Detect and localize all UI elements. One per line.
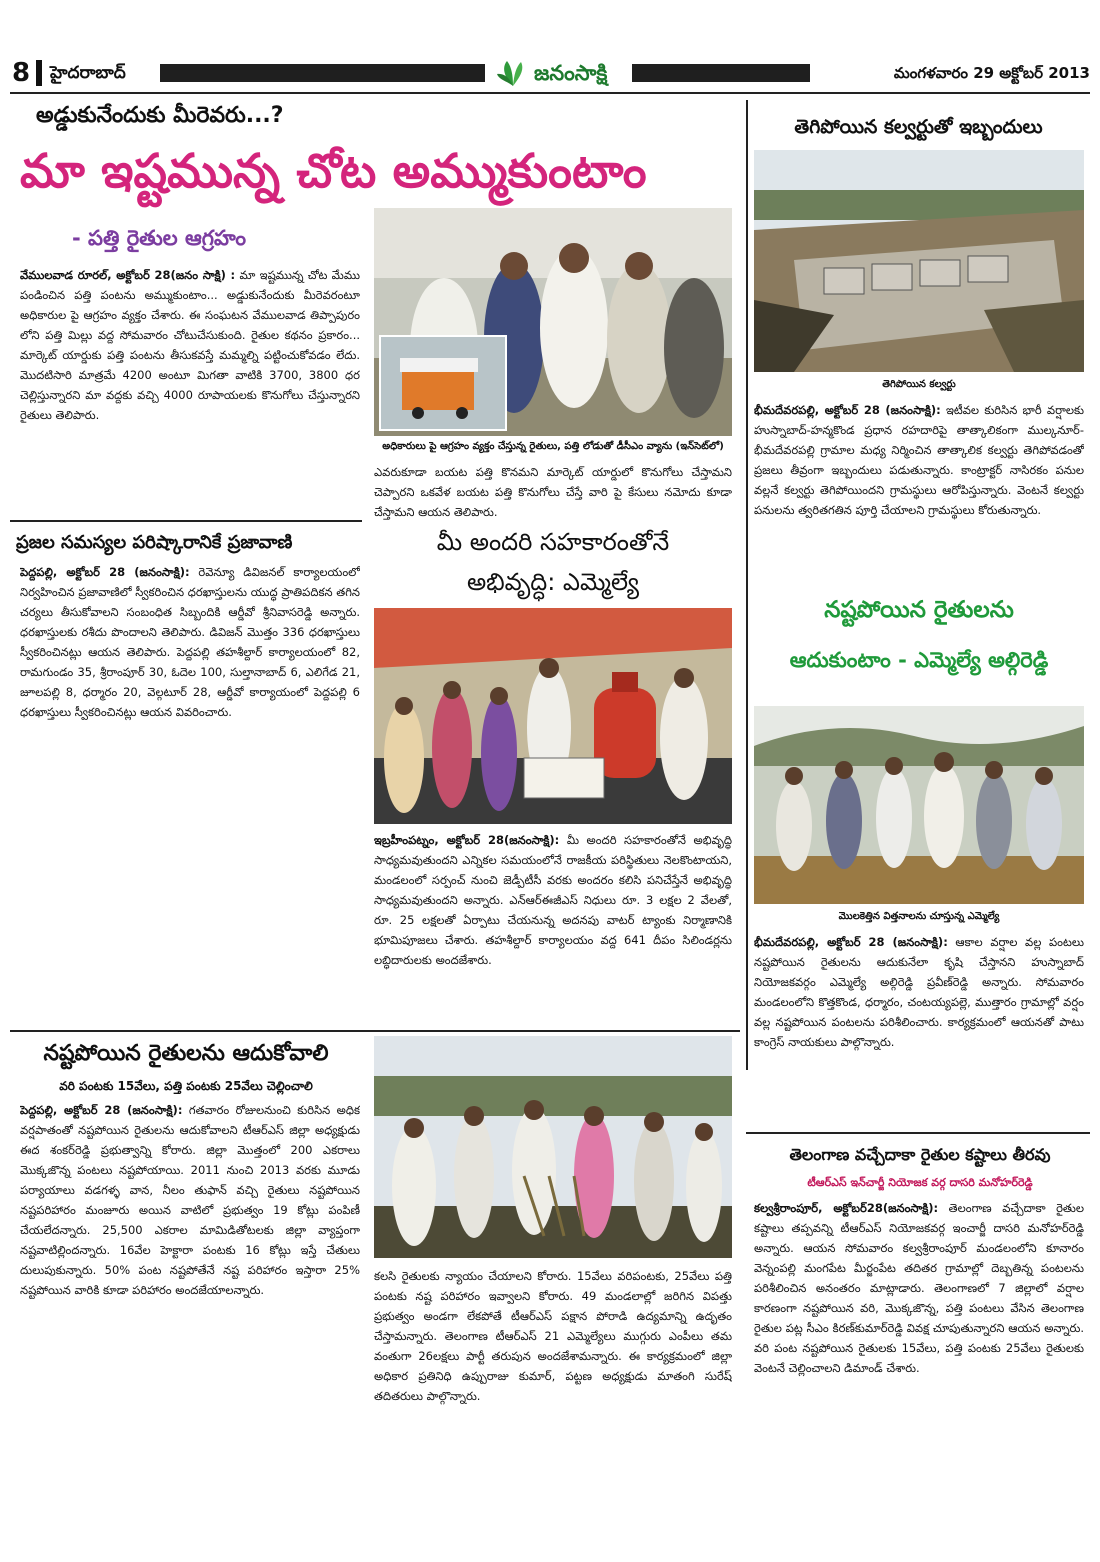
lead-dateline: వేములవాడ రూరల్, అక్టోబర్ 28(జనం సాక్షి) : <box>20 268 236 282</box>
compensation-photo <box>374 1036 732 1258</box>
lead-headline: మా ఇష్టమున్న చోట అమ్ముకుంటాం <box>20 144 647 199</box>
lead-photo <box>374 208 732 436</box>
prajavani-article <box>20 562 360 1022</box>
cooperation-article <box>374 830 732 1026</box>
cooperation-dateline: ఇబ్రహీంపట్నం, అక్టోబర్ 28(జనంసాక్షి): <box>374 833 560 847</box>
page-header <box>10 58 1090 88</box>
lead-photo-caption: అధికారులు పై ఆగ్రహం వ్యక్తం చేస్తున్న రైతులు, పత్తి లోడుతో డీసీఎం వ్యాను (ఇన్‌సెట్‌లో) <box>382 441 724 452</box>
lead-kicker: అడ్డుకునేందుకు మీరెవరు...? <box>36 103 284 128</box>
prajavani-headline: ప్రజల సమస్యల పరిష్కారానికే ప్రజావాణి <box>16 532 293 553</box>
page-number: 8 <box>12 58 31 88</box>
telangana-dateline: కల్వశ్రీరాంపూర్, అక్టోబర్28(జనంసాక్షి): <box>754 1201 939 1215</box>
mla-photo-caption: మొలకెత్తిన విత్తనాలను చూస్తున్న ఎమ్మెల్యే <box>838 911 1000 922</box>
telangana-subhead: టీఆర్ఎస్ ఇన్‌చార్జీ నియోజక వర్గ దాసరి మనోహర్‌రెడ్డి <box>807 1176 1033 1189</box>
telangana-headline: తెలంగాణ వచ్చేదాకా రైతుల కష్టాలు తీరవు <box>789 1145 1051 1164</box>
telangana-body: తెలంగాణ వచ్చేదాకా రైతుల కష్టాలు తప్పవన్ని టీఆర్ఎస్ నియోజకవర్గ ఇంచార్జీ దాసరి మనోహర్‌రెడ్డి అన్నారు. ఆయన సోమవారం కల్వశ్రీరాంపూర్ మండలంలోని కూనారం వెన్నంపల్లి మంగపేట మీర్జంపేట తదితర గ్రామాల్లో దెబ్బతిన్న పంటలను పరిశీలించిన అనంతరం మాట్లాడారు. తెలంగాణలో 7 జిల్లాలో వర్షాల కారణంగా నష్టపోయిన వరి, మొక్కజొన్న, పత్తి పంటలు వేసిన తెలంగాణ రైతుల పట్ల సీఎం కిరణ్‌కుమార్‌రెడ్డి వివక్ష చూపుతున్నారని ఆయన అన్నారు. వరి పంట నష్టపోయిన రైతులకు 15వేలు, పత్తి పంటకు 25వేలు రైతులకు వెంటనే చెల్లించాలని డిమాండ్ చేశారు. <box>754 1201 1084 1375</box>
lead-continuation: ఎవరుకూడా బయట పత్తి కొనమని మార్కెట్ యార్డులో కొనుగోలు చేస్తామని చెప్పారని ఒకవేళ బయట పత్తి కొనుగోలు చేస్తే వారి పై కేసులు నమోదు కూడా చేస్తామని ఆయన తెలిపారు. <box>374 465 732 519</box>
mla-body: ఆకాల వర్షాల వల్ల పంటలు నష్టపోయిన రైతులను ఆదుకునేలా కృషి చేస్తానని హుస్నాబాద్ నియోజకవర్గం ఎమ్మెల్యే అల్గిరెడ్డి ప్రవీణ్‌రెడ్డి అన్నారు. సోమవారం మండలంలోని కొత్తకొండ, ధర్మారం, చంటయ్యపల్లె, ముత్తారం గ్రామాల్లో వర్షం వల్ల నష్టపోయిన పంటలను పరిశీలించారు. కార్యక్రమంలో ఆయనతో పాటు కాంగ్రెస్ నాయకులు పాల్గొన్నారు. <box>754 935 1084 1049</box>
culvert-headline: తెగిపోయిన కల్వర్టుతో ఇబ్బందులు <box>794 116 1043 138</box>
lead-subhead: - పత్తి రైతుల ఆగ్రహం <box>72 226 247 250</box>
culvert-dateline: భీమదేవరపల్లి, అక్టోబర్ 28 (జనంసాక్షి): <box>754 403 941 417</box>
mla-headline-line2: ఆదుకుంటాం - ఎమ్మెల్యే అల్గిరెడ్డి <box>789 648 1049 672</box>
compensation-subhead: వరి పంటకు 15వేలు, పత్తి పంటకు 25వేలు చెల్లించాలి <box>59 1079 313 1093</box>
culvert-body: ఇటీవల కురిసిన భారీ వర్షాలకు హుస్నాబాద్-హన్మకొండ ప్రధాన రహదారిపై తాత్కాలికంగా ముల్కనూర్-భీమదేవరపల్లి గ్రామాల మధ్య నిర్మించిన తాత్కాలిక కల్వర్టు తెగిపోవడంతో ప్రజలు తీవ్రంగా ఇబ్బందులు పడుతున్నారు. కాంట్రాక్టర్ నాసిరకం పనుల వల్లనే కల్వర్టు తెగిపోయిందని గ్రామస్థులు ఆరోపిస్తున్నారు. వెంటనే కల్వర్టు పనులను త్వరితగతిన పూర్తి చేయాలని గ్రామస్థులు కోరుతున్నారు. <box>754 403 1084 517</box>
masthead-logo-icon <box>495 58 531 88</box>
cooperation-photo <box>374 608 732 824</box>
compensation-body: గతవారం రోజులనుంచి కురిసిన అధిక వర్షపాతంతో నష్టపోయిన రైతులను ఆదుకోవాలని టీఆర్ఎస్ జిల్లా అధ్యక్షుడు ఈద శంకర్‌రెడ్డి ప్రభుత్వాన్ని కోరారు. జిల్లా మొత్తంలో 200 ఎకరాలు మొక్కజొన్న పంటలు నష్టపోయాయి. 2011 నుంచి 2013 వరకు మూడు పర్యాయాలు వడగళ్ళ వాన, నీలం తుఫాన్ వచ్చి రైతులు నష్టపోయిన నష్టపరిహారం మంజూరు అయిన వాటిలో ప్రభుత్వం 19 కోట్లు పంపిణీ చేయలేదన్నారు. 25,500 ఎకరాల మామిడితోటలకు జిల్లా వ్యాప్తంగా నష్టవాటిల్లిందన్నారు. 16వేల హెక్టారా పంటకు 16 కోట్లు ఇస్తే చేతులు దులుపుకున్నారు. 50% పంట నష్టపోతేనే నష్ట పరిహారం ఇస్తారా 25% నష్టపోయిన వారికి కూడా పరిహారం అందజేయాలన్నారు. <box>20 1103 360 1297</box>
telangana-article <box>754 1198 1084 1538</box>
compensation-dateline: పెద్దపల్లి, అక్టోబర్ 28 (జనంసాక్షి): <box>20 1103 183 1117</box>
culvert-photo-caption: తెగిపోయిన కల్వర్టు <box>882 379 956 390</box>
lead-body: మా ఇష్టమున్న చోట మేము పండించిన పత్తి పంటను అమ్ముకుంటాం... అడ్డుకునేందుకు మీరెవరంటూ అధికారుల పై ఆగ్రహం వ్యక్తం చేశారు. ఈ సంఘటన వేములవాడ తిప్పాపురం లోని పత్తి మిల్లు వద్ద సోమవారం చోటుచేసుకుంది. రైతుల కథనం ప్రకారం... మార్కెట్ యార్డుకు పత్తి పంటను తీసుకవస్తే మమ్మల్ని పట్టించుకోవడం లేదు. మొదటిసారి మాత్రమే 4200 అంటూ మిగతా వాటికి 3700, 3800 ధర చెల్లిస్తున్నారని మా వద్దకు వచ్చి 4000 రూపాయలకు కొనుగోలు చేస్తున్నారని రైతులు తెలిపారు. <box>20 268 360 422</box>
masthead-title: జనంసాక్షి <box>534 61 608 85</box>
prajavani-box <box>10 520 362 522</box>
page-city: హైదరాబాద్ <box>50 63 126 83</box>
mla-dateline: భీమదేవరపల్లి, అక్టోబర్ 28 (జనంసాక్షి): <box>754 935 948 949</box>
prajavani-dateline: పెద్దపల్లి, అక్టోబర్ 28 (జనంసాక్షి): <box>20 565 190 579</box>
mla-headline-line1: నష్టపోయిన రైతులను <box>824 597 1014 623</box>
compensation-continuation: కలసి రైతులకు న్యాయం చేయాలని కోరారు. 15వేలు వరిపంటకు, 25వేలు పత్తి పంటకు నష్ట పరిహారం ఇవ్వాలని కోరారు. 49 మండలాల్లో జరిగిన విపత్తు ప్రభుత్వం అండగా లేకపోతే టీఆర్ఎస్ పక్షాన పోరాడి ఉద్యమాన్ని ఉదృతం చేస్తామన్నారు. తెలంగాణ టీఆర్ఎస్ 21 ఎమ్మెల్యేలు ముగ్గురు ఎంపీలు తమ వంతుగా 26లక్షలు పార్టీ తరుపున అందజేశామన్నారు. ఈ కార్యక్రమంలో జిల్లా అధికార ప్రతినిధి ఉప్పురాజు కుమార్, పట్టణ అధ్యక్షుడు మాతంగి సురేష్ తదితరులు పాల్గొన్నారు. <box>374 1269 732 1403</box>
culvert-article <box>754 400 1084 580</box>
culvert-photo <box>754 150 1084 372</box>
page-date: మంగళవారం 29 అక్టోబర్ 2013 <box>893 64 1090 82</box>
cooperation-headline-line1: మీ అందరి సహకారంతోనే <box>436 528 670 556</box>
cooperation-headline-line2: అభివృద్ధి: ఎమ్మెల్యే <box>466 568 640 596</box>
mla-article <box>754 932 1084 1128</box>
cooperation-body: మీ అందరి సహకారంతోనే అభివృద్ధి సాధ్యమవుతుందని ఎన్నికల సమయంలోనే రాజకీయ పరిస్థితులు నెలకొంటాయని, మండలంలో సర్పంచ్ నుంచి జెడ్పీటీసీ వరకు అందరం కలిసి పనిచేస్తేనే అభివృద్ధి సాధ్యమవుతుందని అన్నారు. ఎన్‌ఆర్‌ఈజీఎస్ నిధులు రూ. 3 లక్షల 2 వేలతో, రూ. 25 లక్షలతో ఏర్పాటు చేయనున్న అదనపు వాటర్ ట్యాంకు నిర్మాణానికి భూమిపూజలు చేశారు. తహశీల్దార్ కార్యాలయం వద్ద 641 దీపం సిలిండర్లను లబ్ధిదారులకు అందజేశారు. <box>374 833 732 967</box>
mla-photo <box>754 706 1084 904</box>
prajavani-body: రెవెన్యూ డివిజనల్ కార్యాలయంలో నిర్వహించిన ప్రజావాణిలో స్వీకరించిన ధరఖాస్తులను యుద్ధ ప్రాతిపదికన తగిన చర్యలు తీసుకోవాలని సంబంధిత సిబ్బందికి ఆర్డీవో శ్రీనివాసరెడ్డి అన్నారు. ధరఖాస్తులకు రశీదు పొందాలని తెలిపారు. డివిజన్ మొత్తం 336 ధరఖాస్తులు స్వీకరించినట్లు ఆయన తెలిపారు. పెద్దపల్లి తహశీల్దార్ కార్యాలయంలో 82, రామగుండం 35, శ్రీరాంపూర్ 30, ఓదెల 100, సుల్తానాబాద్ 6, ఎలిగేడ 21, జూలపల్లి 8, ధర్మారం 20, వెల్గటూర్ 28, ఆర్డీవో కార్యాయంలో పెద్దపల్లి 6 ధరఖాస్తులు స్వీకరించినట్లు ఆయన వివరించారు. <box>20 565 360 719</box>
compensation-headline: నష్టపోయిన రైతులను ఆదుకోవాలి <box>43 1041 329 1066</box>
compensation-article <box>20 1100 360 1520</box>
